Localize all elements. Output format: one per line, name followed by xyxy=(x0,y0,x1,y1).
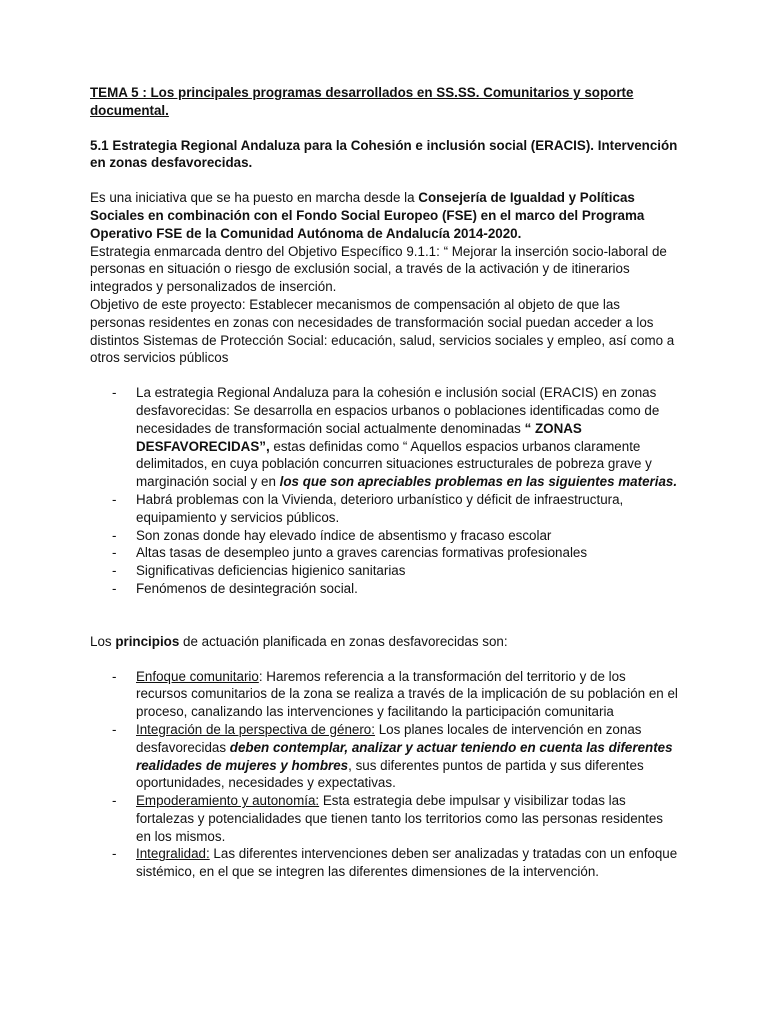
list-item: - Son zonas donde hay elevado índice de absentismo y fracaso escolar xyxy=(90,527,678,545)
document-title: TEMA 5 : Los principales programas desarrollados en SS.SS. Comunitarios y soporte documental. xyxy=(90,85,634,118)
intro-block xyxy=(90,189,678,367)
list-item: - Altas tasas de desempleo junto a graves carencias formativas profesionales xyxy=(90,544,678,562)
list-item-text: La estrategia Regional Andaluza para la cohesión e inclusión social (ERACIS) en zonas desfavorecidas: Se desarrolla en espacios urbanos o poblaciones identificadas como de necesidades de transformación social actualmente denominadas xyxy=(136,385,660,436)
list-item xyxy=(90,792,678,845)
list-item: - Significativas deficiencias higienico sanitarias xyxy=(90,562,678,580)
principle-label: Enfoque comunitario xyxy=(136,668,259,684)
intro-paragraph-1 xyxy=(90,189,678,242)
list-item xyxy=(90,721,678,792)
principle-text: : Haremos referencia a la transformación del territorio y de los recursos comunitarios de la zona se realiza a través de la implicación de su población en el proceso, canalizando las intervenciones y facilitando la participación comunitaria xyxy=(136,668,678,720)
principle-label: Integralidad: xyxy=(136,846,210,862)
list-item-bold-italic: los que son apreciables problemas en las siguientes materias. xyxy=(279,474,678,490)
list-item: - Habrá problemas con la Vivienda, deterioro urbanístico y déficit de infraestructura, equipamiento y servicios públicos. xyxy=(90,491,678,527)
intro-paragraph-3: Objetivo de este proyecto: Establecer mecanismos de compensación al objeto de que las personas residentes en zonas con necesidades de transformación social puedan acceder a los distintos Sistemas de Protección Social: educación, salud, servicios sociales y empleo, así como a otros servicios públicos xyxy=(90,296,675,366)
list-item xyxy=(90,384,678,491)
principle-text: Las diferentes intervenciones deben ser analizadas y tratadas con un enfoque sistémico, en el que se integren las diferentes dimensiones de la intervención. xyxy=(136,846,678,880)
principles-intro-bold: principios xyxy=(115,633,180,649)
principles-intro-text: Los xyxy=(90,633,116,649)
list-item xyxy=(90,668,678,721)
intro-paragraph-2: Estrategia enmarcada dentro del Objetivo Específico 9.1.1: “ Mejorar la inserción socio-laboral de personas en situación o riesgo de exclusión social, a través de la activación y de itinerarios integrados y personalizados de inserción. xyxy=(90,243,667,295)
intro-bold-text: Consejería de Igualdad y Políticas Sociales en combinación con el Fondo Social Europeo (FSE) en el marco del Programa Operativo FSE de la Comunidad Autónoma de Andalucía 2014-2020. xyxy=(90,190,645,241)
principle-label: Integración de la perspectiva de género: xyxy=(136,721,375,737)
principle-text: Los planes locales de intervención en zonas desfavorecidas xyxy=(136,721,642,755)
list-item: - Fenómenos de desintegración social. xyxy=(90,580,678,598)
principle-text: Esta estrategia debe impulsar y visibilizar todas las fortalezas y potencialidades que tienen tanto los territorios como las personas residentes en los mismos. xyxy=(136,793,663,844)
principles-list xyxy=(90,668,678,882)
zones-list xyxy=(90,384,678,598)
principle-text: , sus diferentes puntos de partida y sus diferentes oportunidades, necesidades y expectativas. xyxy=(136,757,644,791)
intro-text: Es una iniciativa que se ha puesto en marcha desde la xyxy=(90,190,419,206)
principles-intro-text: de actuación planificada en zonas desfavorecidas son: xyxy=(179,633,508,649)
list-item-text: estas definidas como “ Aquellos espacios urbanos claramente delimitados, en cuya población concurren situaciones estructurales de pobreza grave y marginación social y en xyxy=(136,438,652,490)
list-item xyxy=(90,845,678,881)
principles-intro xyxy=(90,633,678,651)
document-page xyxy=(90,84,678,881)
section-heading: 5.1 Estrategia Regional Andaluza para la Cohesión e inclusión social (ERACIS). Intervención en zonas desfavorecidas. xyxy=(90,137,678,171)
list-item-bold: “ ZONAS DESFAVORECIDAS”, xyxy=(136,420,582,454)
principle-bold-italic: deben contemplar, analizar y actuar teniendo en cuenta las diferentes realidades de mujeres y hombres xyxy=(136,739,673,773)
principle-label: Empoderamiento y autonomía: xyxy=(136,793,320,809)
